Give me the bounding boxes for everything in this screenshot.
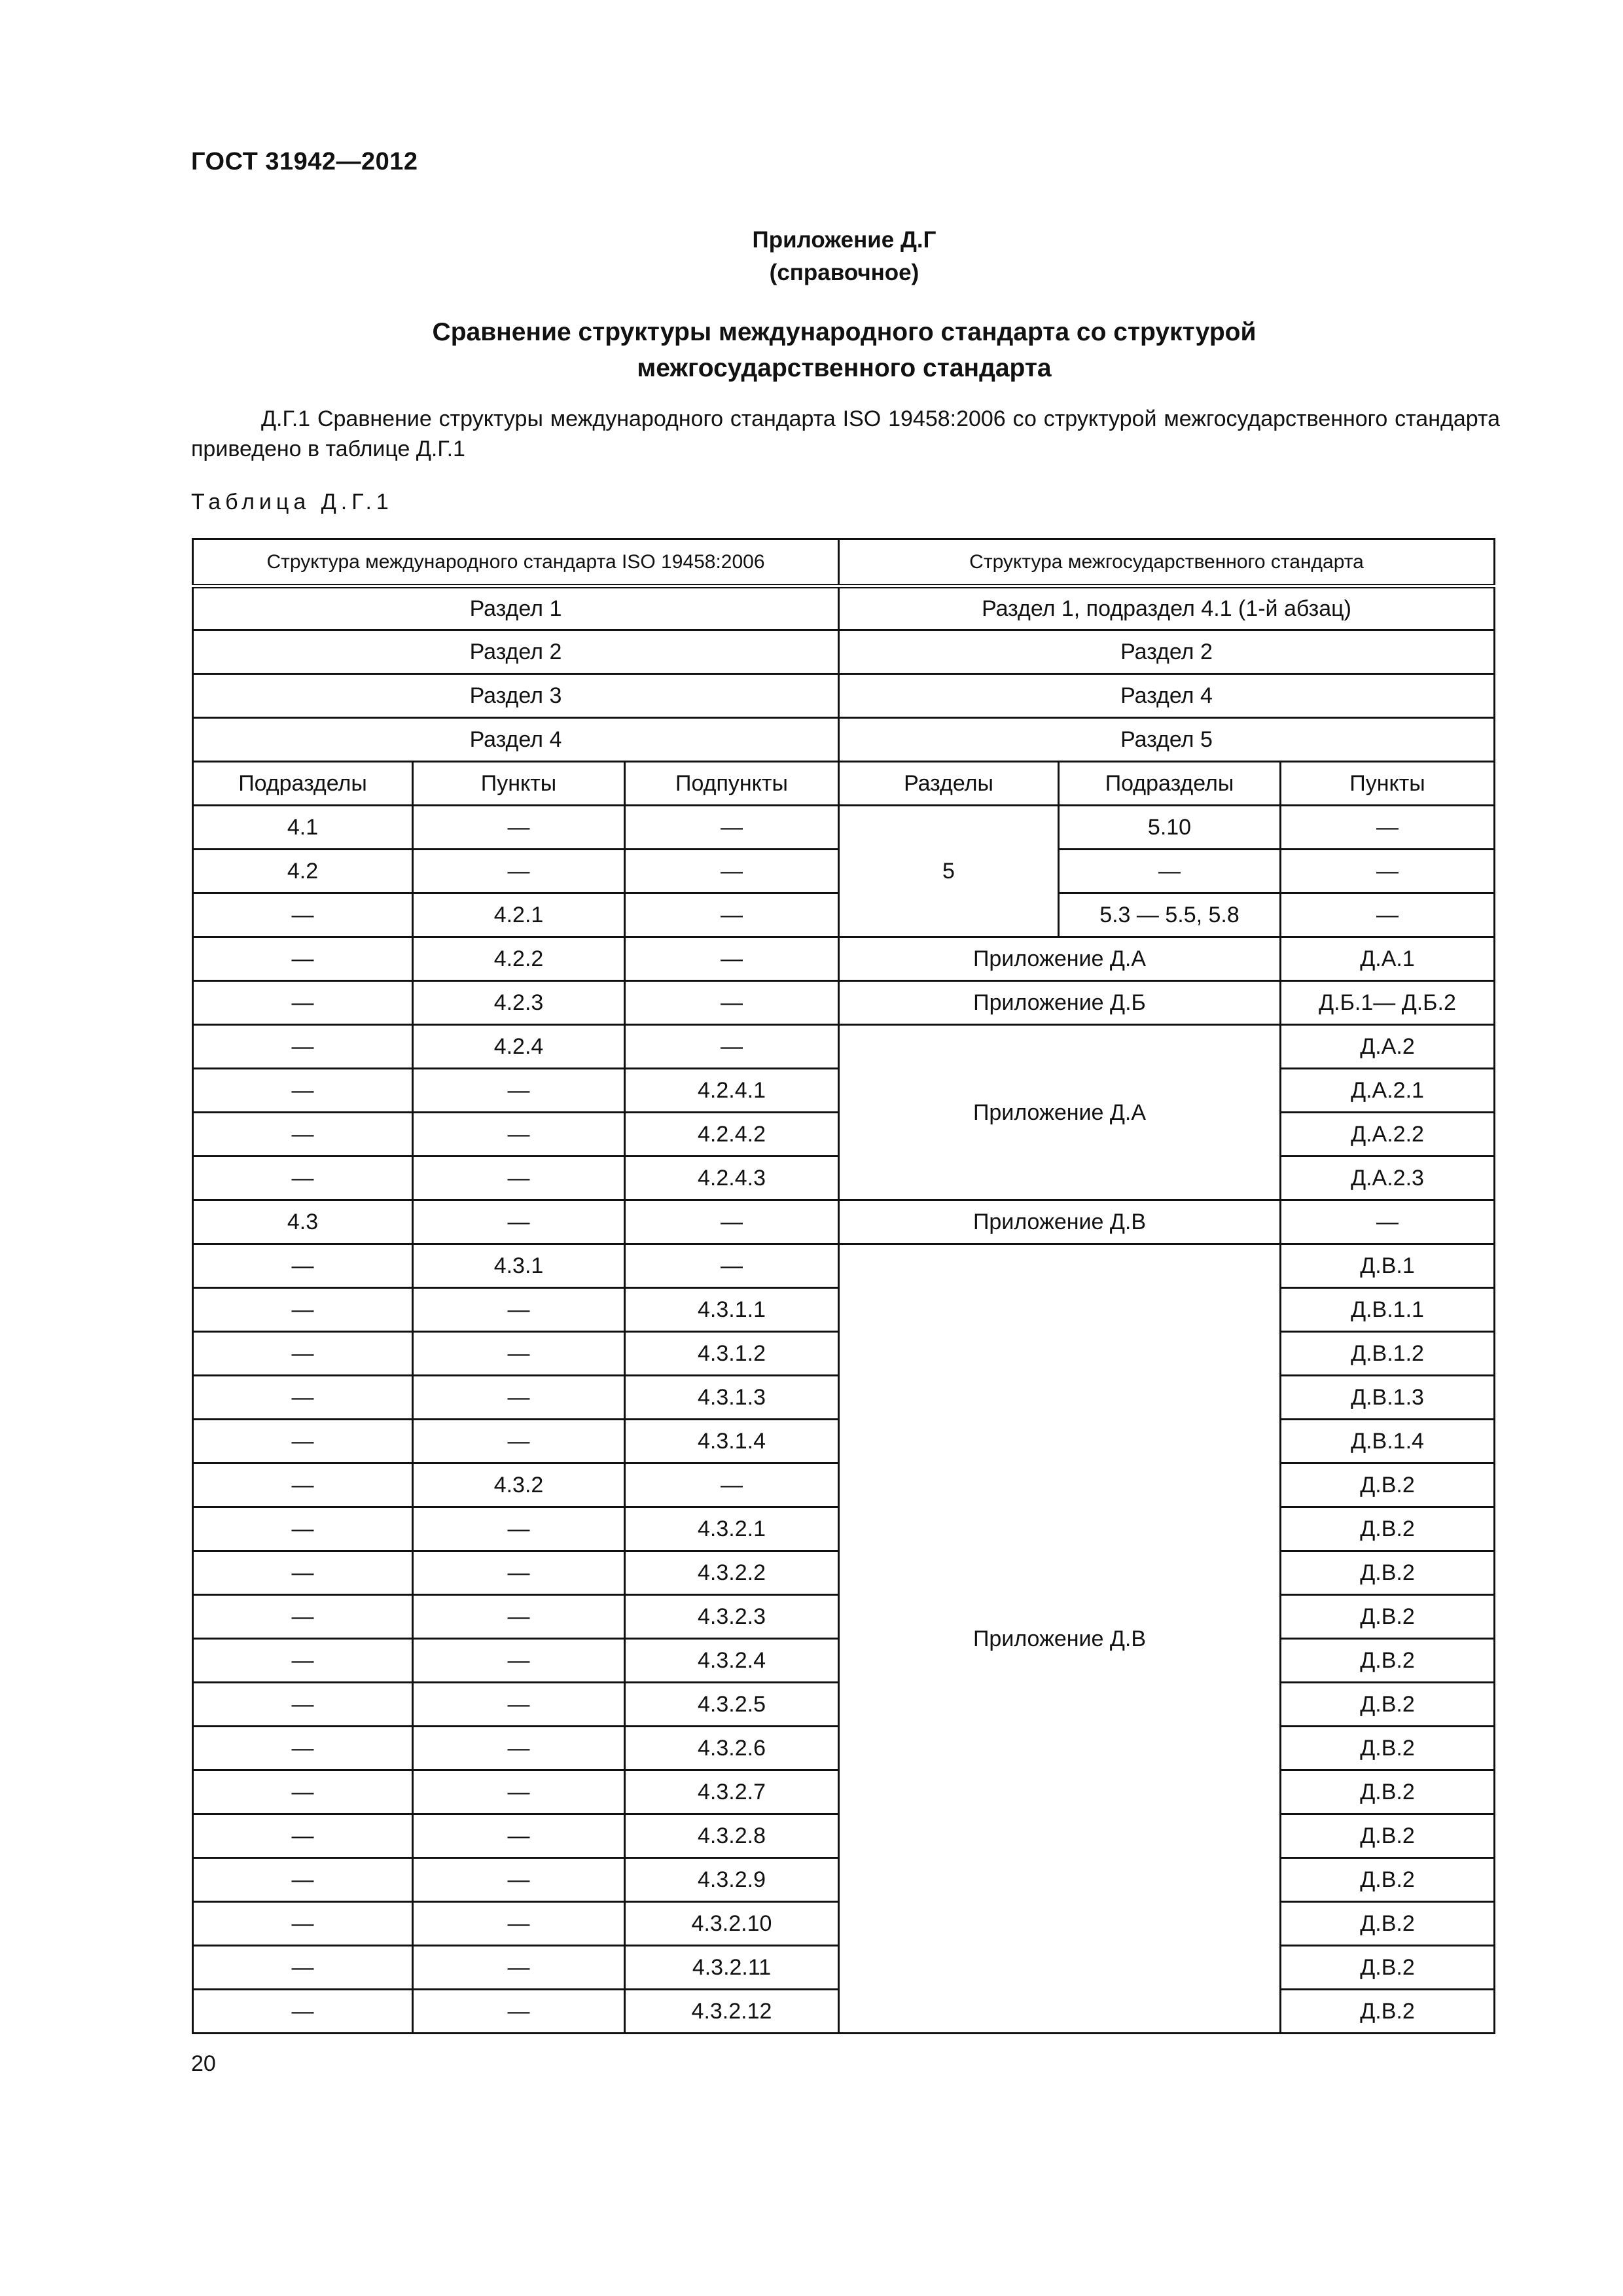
table-cell: 4.2.1 (413, 893, 625, 937)
table-header-row (193, 539, 1495, 586)
section-heading (0, 314, 1623, 386)
table-cell: Д.В.2 (1281, 1814, 1495, 1858)
table-cell: — (193, 1157, 413, 1200)
table-cell: Д.А.1 (1281, 937, 1495, 981)
table-cell: Д.В.2 (1281, 1858, 1495, 1902)
table-cell: — (413, 1332, 625, 1376)
table-cell: — (625, 1244, 839, 1288)
international-section: Раздел 3 (193, 674, 839, 718)
table-cell: 4.3.2 (413, 1463, 625, 1507)
comparison-table (192, 538, 1495, 2034)
document-code: ГОСТ 31942—2012 (191, 148, 418, 175)
table-cell: — (193, 1069, 413, 1113)
table-cell: — (1281, 1200, 1495, 1244)
table-cell: — (413, 1551, 625, 1595)
merged-appendix-a-group: Приложение Д.А (839, 1025, 1281, 1200)
section-row (193, 586, 1495, 630)
table-cell: 4.3.1.1 (625, 1288, 839, 1332)
table-cell: Д.В.1.2 (1281, 1332, 1495, 1376)
table-cell: — (413, 1595, 625, 1639)
table-cell: — (193, 1288, 413, 1332)
table-row (193, 806, 1495, 850)
table-cell: — (193, 1113, 413, 1157)
table-cell: — (193, 1244, 413, 1288)
table-cell: 4.2.4 (413, 1025, 625, 1069)
table-cell: — (413, 850, 625, 893)
table-cell: — (413, 1069, 625, 1113)
table-cell: — (413, 1814, 625, 1858)
table-cell: Д.В.2 (1281, 1551, 1495, 1595)
table-cell: — (193, 981, 413, 1025)
table-cell: 4.3.2.2 (625, 1551, 839, 1595)
header-interstate: Структура межгосударственного стандарта (839, 539, 1495, 586)
table-cell: Д.В.2 (1281, 1727, 1495, 1770)
table-cell: 4.2.2 (413, 937, 625, 981)
table-cell: 4.3.2.1 (625, 1507, 839, 1551)
table-cell: 4.3 (193, 1200, 413, 1244)
interstate-section: Раздел 1, подраздел 4.1 (1-й абзац) (839, 586, 1495, 630)
table-cell: — (413, 1376, 625, 1420)
table-cell: 4.2 (193, 850, 413, 893)
table-cell: Д.В.2 (1281, 1507, 1495, 1551)
table-cell: 4.3.1.2 (625, 1332, 839, 1376)
merged-appendix-v: Приложение Д.В (839, 1200, 1281, 1244)
international-section: Раздел 4 (193, 718, 839, 762)
column-header: Пункты (413, 762, 625, 806)
table-cell: 4.3.2.8 (625, 1814, 839, 1858)
table-cell: Д.В.2 (1281, 1770, 1495, 1814)
table-cell: — (193, 1946, 413, 1990)
table-cell: — (193, 893, 413, 937)
table-cell: 4.2.3 (413, 981, 625, 1025)
table-cell: — (1281, 850, 1495, 893)
table-cell: — (625, 850, 839, 893)
table-cell: — (625, 1463, 839, 1507)
merged-appendix-b: Приложение Д.Б (839, 981, 1281, 1025)
table-cell: — (413, 1683, 625, 1727)
table-cell: — (413, 1288, 625, 1332)
header-international: Структура международного стандарта ISO 19458:2006 (193, 539, 839, 586)
table-cell: 4.3.2.12 (625, 1990, 839, 2034)
international-section: Раздел 2 (193, 630, 839, 674)
table-cell: 5.10 (1059, 806, 1281, 850)
table-row (193, 1244, 1495, 1288)
table-cell: 4.3.2.11 (625, 1946, 839, 1990)
appendix-subtitle: (справочное) (769, 260, 919, 285)
table-cell: Д.В.2 (1281, 1639, 1495, 1683)
table-row (193, 937, 1495, 981)
column-header: Разделы (839, 762, 1059, 806)
column-header: Пункты (1281, 762, 1495, 806)
table-cell: — (193, 1902, 413, 1946)
table-cell: 4.3.2.7 (625, 1770, 839, 1814)
table-cell: 4.3.2.4 (625, 1639, 839, 1683)
table-cell: — (1281, 806, 1495, 850)
table-cell: — (193, 1420, 413, 1463)
table-cell: — (193, 1595, 413, 1639)
table-cell: — (413, 806, 625, 850)
column-header-row (193, 762, 1495, 806)
table-cell: — (625, 806, 839, 850)
table-cell: — (193, 1463, 413, 1507)
table-cell: 4.3.2.10 (625, 1902, 839, 1946)
interstate-section: Раздел 4 (839, 674, 1495, 718)
table-cell: — (193, 1332, 413, 1376)
table-cell: — (413, 1639, 625, 1683)
table-cell: Д.В.1.3 (1281, 1376, 1495, 1420)
table-cell: Д.А.2.3 (1281, 1157, 1495, 1200)
column-header: Подпункты (625, 762, 839, 806)
section-row (193, 718, 1495, 762)
table-caption: Таблица Д.Г.1 (191, 490, 393, 514)
table-cell: — (625, 893, 839, 937)
table-cell: — (413, 1902, 625, 1946)
table-cell: — (193, 1551, 413, 1595)
table-cell: — (193, 1025, 413, 1069)
table-cell: 4.2.4.3 (625, 1157, 839, 1200)
column-header: Подразделы (193, 762, 413, 806)
section-title-line-2: межгосударственного стандарта (637, 354, 1052, 382)
table-cell: — (413, 1727, 625, 1770)
table-row (193, 1025, 1495, 1069)
table-cell: 4.3.2.9 (625, 1858, 839, 1902)
table-cell: Д.В.1.4 (1281, 1420, 1495, 1463)
table-cell: Д.В.1 (1281, 1244, 1495, 1288)
table-cell: 4.3.1.3 (625, 1376, 839, 1420)
table-cell: Д.В.2 (1281, 1595, 1495, 1639)
table-cell: 4.3.2.3 (625, 1595, 839, 1639)
table-cell: 4.2.4.2 (625, 1113, 839, 1157)
merged-appendix-a: Приложение Д.А (839, 937, 1281, 981)
table-cell: — (413, 1157, 625, 1200)
intro-paragraph: Д.Г.1 Сравнение структуры международного стандарта ISO 19458:2006 со структурой межгосударственного стандарта приведено в таблице Д.Г.1 (191, 406, 1500, 461)
section-title-line-1: Сравнение структуры международного стандарта со структурой (432, 318, 1257, 346)
page-number: 20 (191, 2051, 216, 2076)
table-cell: — (193, 1507, 413, 1551)
table-cell: — (1281, 893, 1495, 937)
table-cell: — (193, 937, 413, 981)
appendix-heading (0, 224, 1623, 289)
table-cell: — (413, 1200, 625, 1244)
table-cell: — (193, 1376, 413, 1420)
table-cell: — (413, 1507, 625, 1551)
merged-section-5: 5 (839, 806, 1059, 937)
table-cell: — (193, 1683, 413, 1727)
table-cell: — (625, 981, 839, 1025)
column-header: Подразделы (1059, 762, 1281, 806)
table-cell: — (625, 937, 839, 981)
table-cell: 4.3.2.6 (625, 1727, 839, 1770)
table-cell: Д.В.2 (1281, 1683, 1495, 1727)
table-cell: — (1059, 850, 1281, 893)
table-cell: Д.В.2 (1281, 1902, 1495, 1946)
table-cell: Д.В.2 (1281, 1990, 1495, 2034)
table-cell: Д.В.2 (1281, 1946, 1495, 1990)
table-cell: — (625, 1200, 839, 1244)
table-cell: Д.Б.1— Д.Б.2 (1281, 981, 1495, 1025)
table-row (193, 981, 1495, 1025)
table-cell: — (413, 1420, 625, 1463)
table-cell: Д.А.2 (1281, 1025, 1495, 1069)
interstate-section: Раздел 2 (839, 630, 1495, 674)
table-cell: — (193, 1814, 413, 1858)
table-cell: 4.1 (193, 806, 413, 850)
table-cell: — (193, 1990, 413, 2034)
section-row (193, 674, 1495, 718)
table-cell: Д.А.2.1 (1281, 1069, 1495, 1113)
table-cell: — (193, 1770, 413, 1814)
table-cell: — (413, 1946, 625, 1990)
table-cell: 4.3.1.4 (625, 1420, 839, 1463)
table-cell: 4.3.1 (413, 1244, 625, 1288)
appendix-title: Приложение Д.Г (752, 227, 936, 253)
table-cell: — (193, 1727, 413, 1770)
table-cell: Д.В.1.1 (1281, 1288, 1495, 1332)
interstate-section: Раздел 5 (839, 718, 1495, 762)
table-cell: — (413, 1113, 625, 1157)
table-cell: — (413, 1858, 625, 1902)
table-cell: — (193, 1858, 413, 1902)
table-cell: 5.3 — 5.5, 5.8 (1059, 893, 1281, 937)
table-cell: — (193, 1639, 413, 1683)
table-cell: Д.А.2.2 (1281, 1113, 1495, 1157)
merged-appendix-v-group: Приложение Д.В (839, 1244, 1281, 2034)
table-row (193, 1200, 1495, 1244)
table-cell: 4.3.2.5 (625, 1683, 839, 1727)
table-cell: — (413, 1990, 625, 2034)
table-cell: Д.В.2 (1281, 1463, 1495, 1507)
international-section: Раздел 1 (193, 586, 839, 630)
section-row (193, 630, 1495, 674)
table-cell: — (413, 1770, 625, 1814)
table-cell: — (625, 1025, 839, 1069)
table-cell: 4.2.4.1 (625, 1069, 839, 1113)
